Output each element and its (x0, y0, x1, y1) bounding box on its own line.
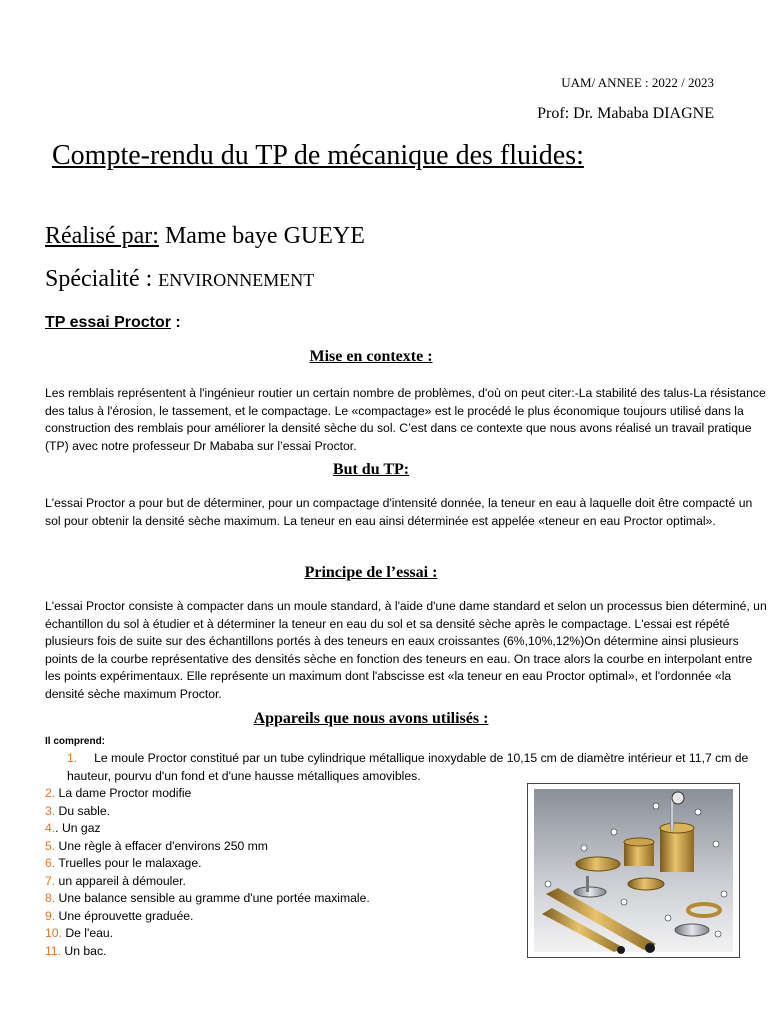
extension-collar-icon (624, 838, 654, 866)
paragraph-but: L'essai Proctor a pour but de déterminer, pour un compactage d'intensité donnée, la teneur en eau à laquelle doit être compacté un sol pour obtenir la densité sèche maximum. La teneur en eau ainsi déterminée est appelée «teneur en eau Proctor optimal». (45, 496, 753, 528)
list-item-text: De l'eau. (61, 926, 114, 940)
list-intro: Il comprend: (45, 736, 106, 747)
list-item-number: 10. (45, 926, 62, 940)
list-item-text: Le moule Proctor constitué par un tube cylindrique métallique inoxydable de 10,15 cm de diamètre intérieur et 11,7 cm de hauteur, pourvu d'un fond et d'une hausse métalliques amovibles. (67, 751, 749, 783)
list-item-text: Une éprouvette graduée. (55, 908, 194, 923)
header-professor: Prof: Dr. Mababa DIAGNE (537, 105, 714, 122)
document-title: Compte-rendu du TP de mécanique des fluides: (52, 140, 584, 171)
list-item-number: 9. (45, 908, 56, 923)
list-item-number: 11. (45, 943, 62, 958)
author-line (45, 223, 365, 250)
paragraph-principe: L'essai Proctor consiste à compacter dans un moule standard, à l'aide d'une dame standard et selon un processus bien déterminé, un échantillon du sol à étudier et à déterminer la teneur en eau du sol et sa densité sèche après le compactage. L'essai est répété plusieurs fois de suite sur des échantillons portés à des teneurs en eaux croissantes (6%,10%,12%)On détermine ainsi plusieurs points de la courbe représentative des densités sèche en fonction des teneurs en eau. On trace alors la courbe en interpolant entre les points expérimentaux. Elle représente un maximum dont l'abscisse est «la teneur en eau Proctor optimal», et l'ordonnée «la densité sèche maximum Proctor. (45, 599, 767, 701)
list-item (45, 750, 768, 785)
speciality-line (45, 266, 314, 293)
list-item-text: Un bac. (61, 943, 107, 958)
list-item-text: Une balance sensible au gramme d'une portée maximale. (55, 891, 370, 905)
paragraph-contexte: Les remblais représentent à l'ingénieur routier un certain nombre de problèmes, d'où on peut citer:-La stabilité des talus-La résistance des talus à l'érosion, le tassement, et le compactage. Le «compactage» est le procédé le plus économique toujours utilisé dans la construction des remblais pour améliorer la densité sèche du sol. C’est dans ce contexte que nous avons réalisé un travail pratique (TP) avec notre professeur Dr Mababa sur l’essai Proctor. (45, 386, 766, 453)
list-item-text: un appareil à démouler. (55, 873, 186, 888)
author-name: Mame baye GUEYE (158, 223, 365, 249)
list-item-number: 8. (45, 891, 56, 905)
list-item-text: Truelles pour le malaxage. (55, 856, 202, 870)
tp-suffix: : (170, 314, 181, 331)
author-label: Réalisé par: (45, 223, 159, 249)
tp-label: TP essai Proctor (45, 314, 171, 331)
list-item-number: 7. (45, 873, 56, 888)
list-item-number: 4. (45, 821, 56, 835)
list-item-number: 1. (67, 751, 78, 765)
list-item-number: 3. (45, 803, 56, 818)
heading-appareils: Appareils que nous avons utilisés : (253, 710, 489, 727)
list-item-text: La dame Proctor modifie (55, 786, 192, 800)
heading-but: But du TP: (332, 461, 410, 478)
list-item-text: . Un gaz (55, 821, 101, 835)
list-item-number: 6. (45, 856, 56, 870)
list-item-number: 5. (45, 838, 56, 853)
list-item-text: Une règle à effacer d'environs 250 mm (55, 838, 268, 853)
heading-principe: Principe de l’essai : (304, 564, 438, 581)
speciality-label: Spécialité : (45, 266, 159, 292)
list-item-number: 2. (45, 786, 56, 800)
header-year: UAM/ ANNEE : 2022 / 2023 (561, 75, 714, 90)
speciality-value: ENVIRONNEMENT (158, 270, 315, 290)
tp-title (45, 314, 181, 332)
list-item-text: Du sable. (55, 803, 111, 818)
proctor-equipment-illustration (528, 784, 739, 957)
heading-contexte: Mise en contexte : (309, 348, 433, 365)
proctor-equipment-photo (527, 783, 740, 958)
